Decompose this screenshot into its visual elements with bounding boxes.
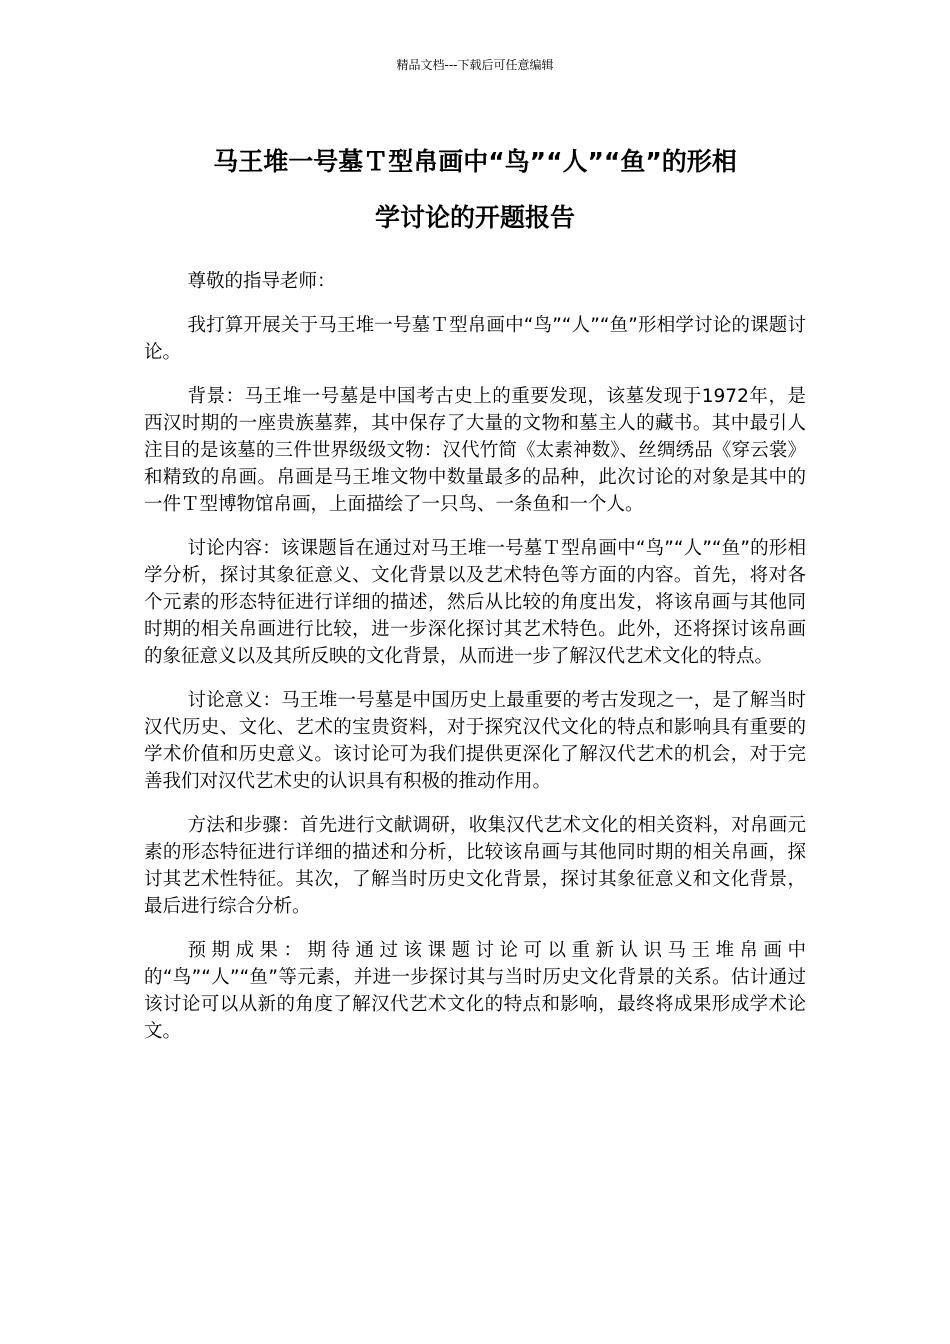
paragraph-methods: 方法和步骤：首先进行文献调研，收集汉代艺术文化的相关资料，对帛画元素的形态特征进行详细的描述和分析，比较该帛画与其他同时期的相关帛画，探讨其艺术性特征。其次，了解当时历史文化背景，探讨其象征意义和文化背景，最后进行综合分析。: [144, 815, 806, 917]
paragraph-content: 讨论内容：该课题旨在通过对马王堆一号墓Ｔ型帛画中“鸟”“人”“鱼”的形相学分析，探讨其象征意义、文化背景以及艺术特色等方面的内容。首先，将对各个元素的形态特征进行详细的描述，然后从比较的角度出发，将该帛画与其他同时期的相关帛画进行比较，进一步深化探讨其艺术特色。此外，还将探讨该帛画的象征意义以及其所反映的文化背景，从而进一步了解汉代艺术文化的特点。: [144, 538, 806, 667]
page-header: 精品文档---下载后可任意编辑: [396, 58, 554, 72]
paragraph-significance: 讨论意义：马王堆一号墓是中国历史上最重要的考古发现之一，是了解当时汉代历史、文化、艺术的宝贵资料，对于探究汉代文化的特点和影响具有重要的学术价值和历史意义。该讨论可为我们提供更深化了解汉代艺术的机会，对于完善我们对汉代艺术史的认识具有积极的推动作用。: [144, 690, 806, 792]
paragraph-intro: 我打算开展关于马王堆一号墓Ｔ型帛画中“鸟”“人”“鱼”形相学讨论的课题讨论。: [144, 315, 806, 363]
document-body: [144, 268, 806, 1062]
document-title: [144, 134, 806, 246]
paragraph-expected-results: 预期成果：期待通过该课题讨论可以重新认识马王堆帛画中的“鸟”“人”“鱼”等元素，并进一步探讨其与当时历史文化背景的关系。估计通过该讨论可以从新的角度了解汉代艺术文化的特点和影响，最终将成果形成学术论文。: [144, 940, 806, 1042]
document-title-line-1: 马王堆一号墓Ｔ型帛画中“鸟”“人”“鱼”的形相: [213, 147, 737, 176]
document-title-line-2: 学讨论的开题报告: [374, 203, 575, 232]
paragraph-background: 背景：马王堆一号墓是中国考古史上的重要发现，该墓发现于1972年，是西汉时期的一座贵族墓葬，其中保存了大量的文物和墓主人的藏书。其中最引人注目的是该墓的三件世界级级文物：汉代竹简《太素神数》、丝绸绣品《穿云裳》和精致的帛画。帛画是马王堆文物中数量最多的品种，此次讨论的对象是其中的一件Ｔ型博物馆帛画，上面描绘了一只鸟、一条鱼和一个人。: [144, 386, 806, 515]
salutation: 尊敬的指导老师：: [187, 271, 336, 292]
